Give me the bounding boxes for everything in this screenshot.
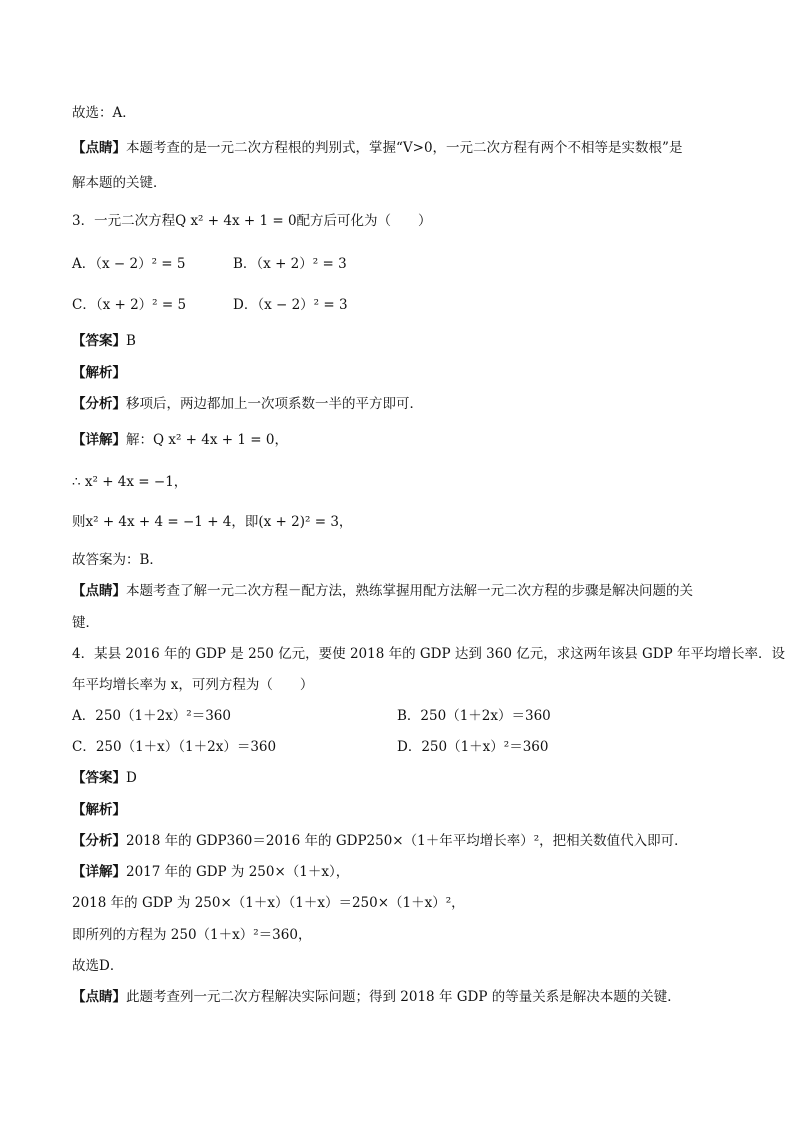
section-tag: 【答案】 (72, 333, 126, 349)
conclusion-4 (72, 956, 123, 976)
question-text: 4．某县 2016 年的 GDP 是 250 亿元，要使 2018 年的 GDP 达到 360 亿元，求这两年该县 GDP 年平均增长率．设 (72, 646, 785, 662)
question-4-continuation (72, 675, 313, 695)
option-text: A．250（1＋2x）²＝360 (72, 708, 231, 724)
section-tag: 【点睛】 (72, 989, 126, 1005)
text: 即所列的方程为 250（1＋x）²＝360， (72, 927, 312, 943)
xiangjie-4 (72, 862, 349, 882)
option-c (72, 737, 276, 757)
question-4 (72, 644, 785, 664)
text: 2018 年的 GDP360＝2016 年的 GDP250×（1＋年平均增长率）²，把相关数值代入即可． (126, 833, 688, 849)
option-text: B．250（1＋2x）＝360 (397, 708, 551, 724)
option-text: A．（x − 2）² = 5 (72, 256, 186, 272)
question-text: 年平均增长率为 x，可列方程为（ ） (72, 677, 314, 693)
analysis-heading-3 (72, 363, 126, 383)
text: 本题考查的是一元二次方程根的判别式，掌握“V>0，一元二次方程有两个不相等是实数根”是 (126, 140, 683, 156)
step-2 (72, 512, 352, 532)
option-b (397, 706, 551, 726)
text: 故选D． (72, 958, 124, 974)
conclusion-3 (72, 550, 163, 570)
text: 2017 年的 GDP 为 250×（1＋x）， (126, 864, 350, 880)
option-text: C．250（1＋x）（1＋2x）＝360 (72, 739, 277, 755)
option-b (233, 254, 347, 274)
text: 键． (72, 615, 99, 631)
comment-3-continuation (72, 613, 99, 633)
fenxi-3 (72, 394, 423, 414)
section-tag: 【详解】 (72, 864, 126, 880)
option-a (72, 254, 186, 274)
xiangjie-3 (72, 430, 288, 450)
text: 解：Q x² + 4x + 1 = 0， (126, 432, 288, 448)
section-tag: 【解析】 (72, 365, 126, 381)
answer-conclusion (72, 103, 136, 123)
option-text: D．（x − 2）² = 3 (233, 297, 348, 313)
text: ∴ x² + 4x = −1， (72, 474, 188, 490)
comment-4 (72, 987, 681, 1007)
section-tag: 【详解】 (72, 432, 126, 448)
step-4a (72, 893, 465, 913)
option-d (233, 295, 348, 315)
option-c (72, 295, 186, 315)
text: 故选：A． (72, 105, 136, 121)
analysis-heading-4 (72, 800, 126, 820)
option-a (72, 706, 231, 726)
section-tag: 【分析】 (72, 396, 126, 412)
option-text: B．（x + 2）² = 3 (233, 256, 347, 272)
text: 则x² + 4x + 4 = −1 + 4，即(x + 2)² = 3， (72, 514, 353, 530)
option-text: D．250（1＋x）²＝360 (397, 739, 549, 755)
text: 此题考查列一元二次方程解决实际问题；得到 2018 年 GDP 的等量关系是解决本题的关键． (126, 989, 681, 1005)
section-tag: 【分析】 (72, 833, 126, 849)
step-1 (72, 472, 187, 492)
text: 故答案为：B． (72, 552, 163, 568)
section-tag: 【答案】 (72, 770, 126, 786)
comment-paragraph (72, 138, 682, 158)
answer-3 (72, 331, 136, 351)
section-tag: 【点睛】 (72, 140, 126, 156)
answer-value: B (126, 333, 136, 349)
text: 解本题的关键． (72, 175, 167, 191)
question-text: 3．一元二次方程Q x² + 4x + 1 = 0配方后可化为（ ） (72, 213, 432, 229)
text: 2018 年的 GDP 为 250×（1＋x）（1＋x）＝250×（1＋x）²， (72, 895, 465, 911)
step-4b (72, 925, 311, 945)
text: 移项后，两边都加上一次项系数一半的平方即可． (126, 396, 423, 412)
option-d (397, 737, 548, 757)
comment-continuation (72, 173, 167, 193)
option-text: C．（x + 2）² = 5 (72, 297, 187, 313)
question-3 (72, 211, 432, 231)
answer-value: D (126, 770, 137, 786)
section-tag: 【点睛】 (72, 583, 126, 599)
text: 本题考查了解一元二次方程－配方法，熟练掌握用配方法解一元二次方程的步骤是解决问题的关 (126, 583, 693, 599)
fenxi-4 (72, 831, 688, 851)
comment-3 (72, 581, 693, 601)
section-tag: 【解析】 (72, 802, 126, 818)
answer-4 (72, 768, 137, 788)
